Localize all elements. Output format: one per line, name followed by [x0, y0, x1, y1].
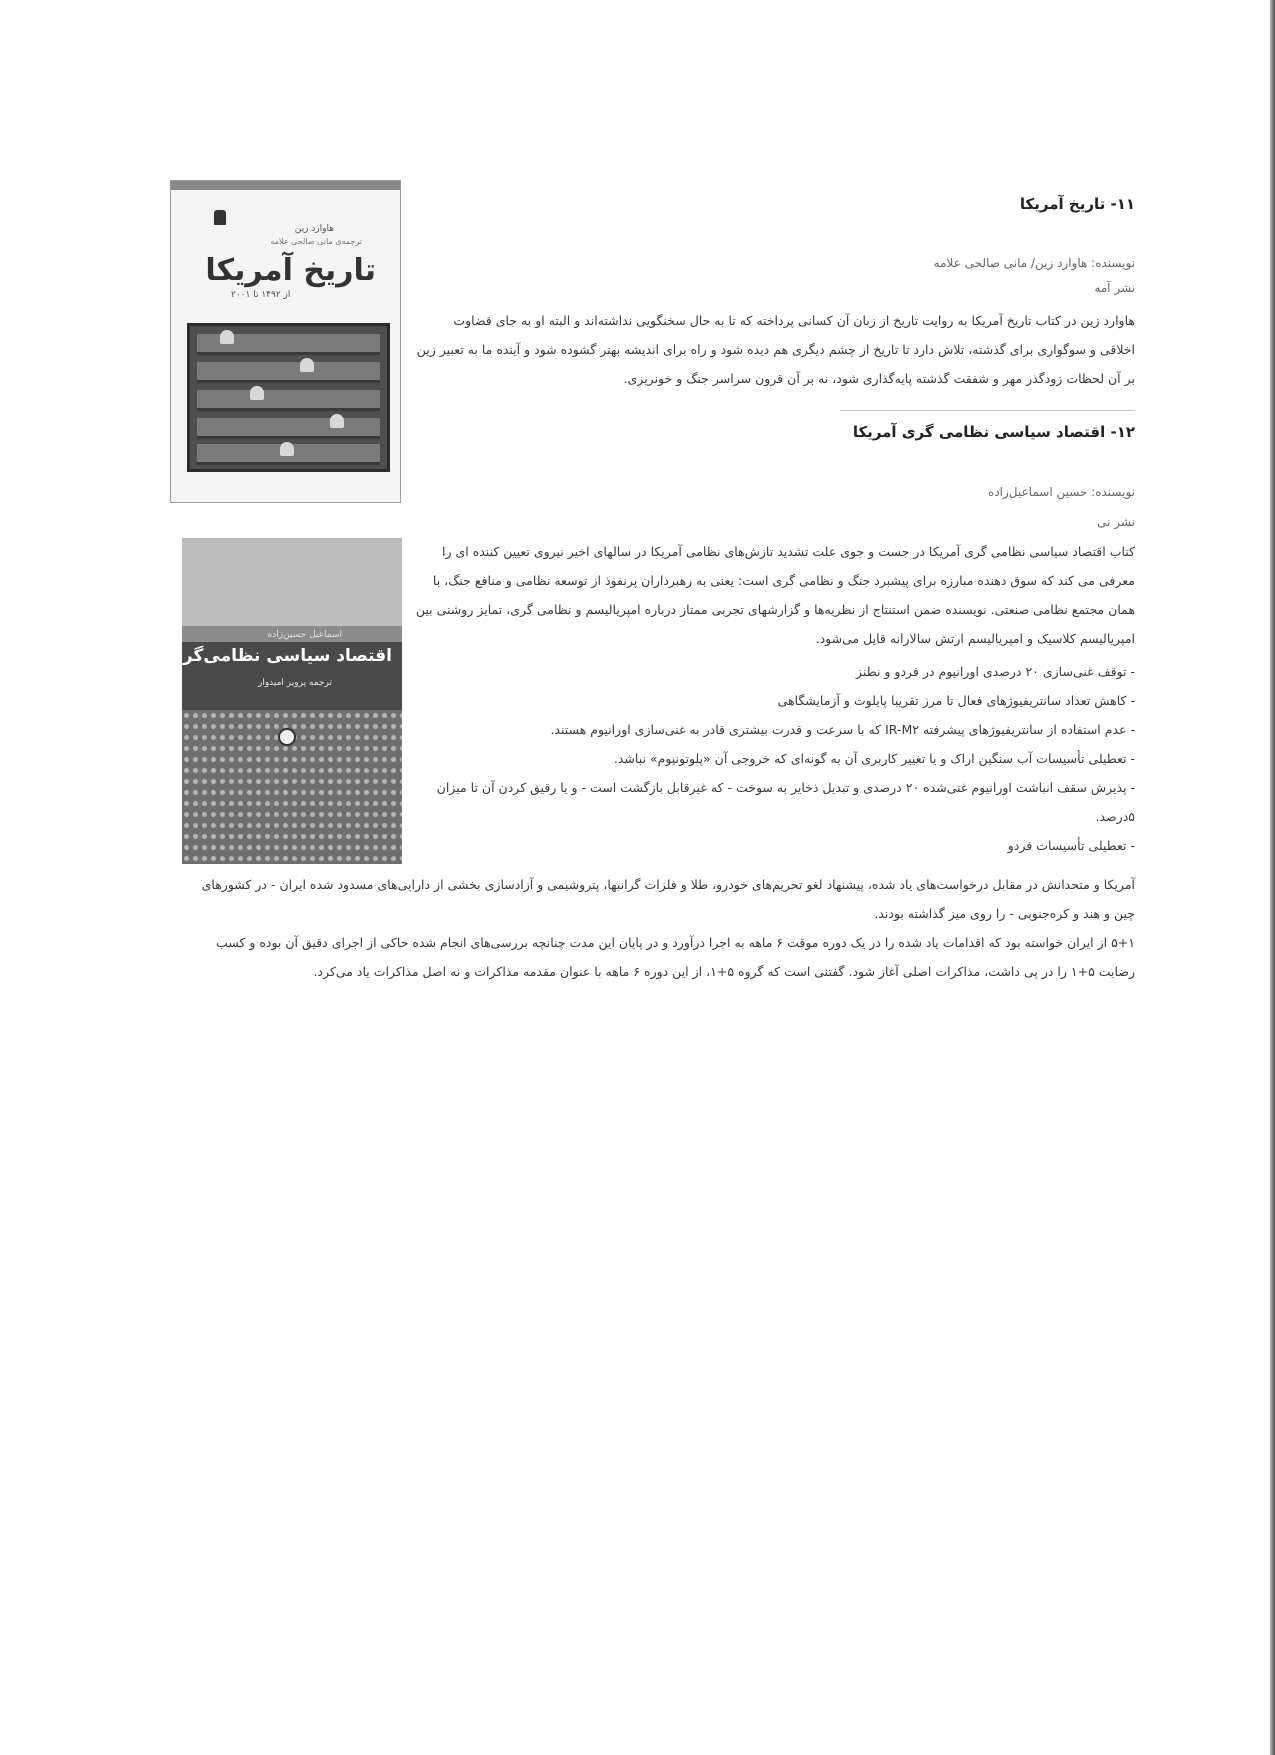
list-item: - توقف غنی‌سازی ۲۰ درصدی اورانیوم در فردو و نطنز — [856, 664, 1135, 679]
artwork-shelf — [197, 390, 380, 411]
artwork-figure — [220, 330, 234, 344]
publisher-logo-icon — [214, 210, 226, 225]
cover-artwork-image — [187, 323, 390, 472]
cover-translator: ترجمه‌ی مانی صالحی علامه — [270, 237, 362, 246]
cover-title: اقتصاد سیاسی نظامی‌گری امریکا — [111, 646, 392, 666]
cover-translator: ترجمه پرویز امیدوار — [257, 678, 332, 688]
section-12-title: ۱۲- اقتصاد سیاسی نظامی گری آمریکا — [852, 423, 1135, 441]
section-12-body: کتاب اقتصاد سیاسی نظامی گری آمریکا در جست و جوی علت تشدید تازش‌های نظامی آمریکا در سالهای اخیر نیروی تعیین کننده ای را معرفی می کند که سوق دهنده مبارزه برای پیشبرد جنگ و نظامی گری است: یعنی به رهبرداران پرنفوذ از توسعه نظامی و منافع جنگ، با همان مجتمع نظامی صنعتی. نویسنده ضمن استنتاج از نظریه‌ها و گزارشهای تجربی ممتاز درباره امپریالیسم و نظامی گری، تمایز روشنی بین امپریالیسم کلاسیک و امپریالیسم ارتش سالارانه قایل می‌شود. — [415, 544, 1135, 646]
artwork-figure — [280, 442, 294, 456]
artwork-shelf — [197, 418, 380, 439]
section-divider — [840, 410, 1135, 411]
list-item: - تعطیلی تأسیسات فردو — [1007, 838, 1135, 853]
section-11-author: نویسنده: هاوارد زین/ مانی صالحی علامه — [933, 256, 1135, 270]
list-item: - عدم استفاده از سانتریفیوژهای پیشرفته IR-M۲ که با سرعت و قدرت بیشتری قادر به غنی‌سازی اورانیوم هستند. — [550, 722, 1135, 737]
section-11-body: هاوارد زین در کتاب تاریخ آمریکا به روایت تاریخ از زبان آن کسانی پرداخته که تا به حال سخنگویی نداشته‌اند و البته او به جای قضاوت اخلاقی و سوگواری برای گذشته، تلاش دارد تا تاریخ از چشم دیگری هم دیده شود و راه برای اندیشه بهتر گشوده شود و آینده ما به تعبیر زین بر آن لحظات زودگذر مهر و شفقت گذشته پایه‌گذاری شود، نه بر آن قرون سراسر جنگ و خونریزی. — [416, 313, 1135, 386]
cover-top-bar — [171, 181, 400, 190]
scan-edge — [1270, 0, 1275, 1755]
artwork-figure — [300, 358, 314, 372]
section-11-publisher: نشر آمه — [1094, 281, 1135, 295]
cover-years: از ۱۴۹۲ تا ۲۰۰۱ — [231, 290, 291, 300]
publisher-badge-icon — [278, 728, 296, 746]
conditions-list — [415, 657, 1135, 860]
section-12-publisher: نشر نی — [1097, 515, 1135, 529]
list-item: - کاهش تعداد سانتریفیوژهای فعال تا مرز تقریبا پایلوت و آزمایشگاهی — [777, 693, 1135, 708]
book-cover-militarism-economy — [111, 538, 402, 864]
artwork-shelf — [197, 362, 380, 383]
cover-author: هاوارد زین — [294, 224, 334, 234]
cover-sky — [182, 538, 402, 626]
list-item: - تعطیلی تأسیسات آب سنگین اراک و یا تغییر کاربری آن به گونه‌ای که خروجی آن «پلوتونیوم» نباشد. — [613, 751, 1135, 766]
list-item: - پذیرش سقف انباشت اورانیوم غنی‌شده ۲۰ درصدی و تبدیل ذخایر به سوخت - که غیرقابل بازگشت است - و یا رقیق کردن آن تا میزان ۵درصد. — [436, 780, 1135, 824]
closing-paragraph-1: آمریکا و متحدانش در مقابل درخواست‌های یاد شده، پیشنهاد لغو تحریم‌های خودرو، طلا و فلزات گرانبها، پتروشیمی و آزادسازی بخشی از دارایی‌های مسدود شده ایران - در کشورهای چین و هند و کره‌جنوبی - را روی میز گذاشته بودند. — [201, 877, 1135, 921]
cover-title: تاریخ آمریکا — [205, 253, 376, 288]
closing-paragraph-2: ۵+۱ از ایران خواسته بود که اقدامات یاد شده را در یک دوره موقت ۶ ماهه به اجرا درآورد و در پایان این مدت چنانچه بررسی‌های انجام شده حاکی از اجرای دقیق آن بوده و کسب رضایت ۵+۱ را در پی داشت، مذاکرات اصلی آغاز شود. گفتنی است که گروه ۵+۱، از این دوره ۶ ماهه با عنوان مقدمه مذاکرات و نه اصل مذاکرات یاد می‌کرد. — [215, 935, 1135, 979]
section-11-title: ۱۱- تاریخ آمریکا — [1019, 195, 1135, 213]
cover-author: اسماعیل حسین‌زاده — [267, 630, 342, 640]
book-cover-history-of-america — [170, 180, 401, 503]
artwork-figure — [330, 414, 344, 428]
artwork-figure — [250, 386, 264, 400]
section-12-author: نویسنده: حسین اسماعیل‌زاده — [988, 485, 1135, 499]
